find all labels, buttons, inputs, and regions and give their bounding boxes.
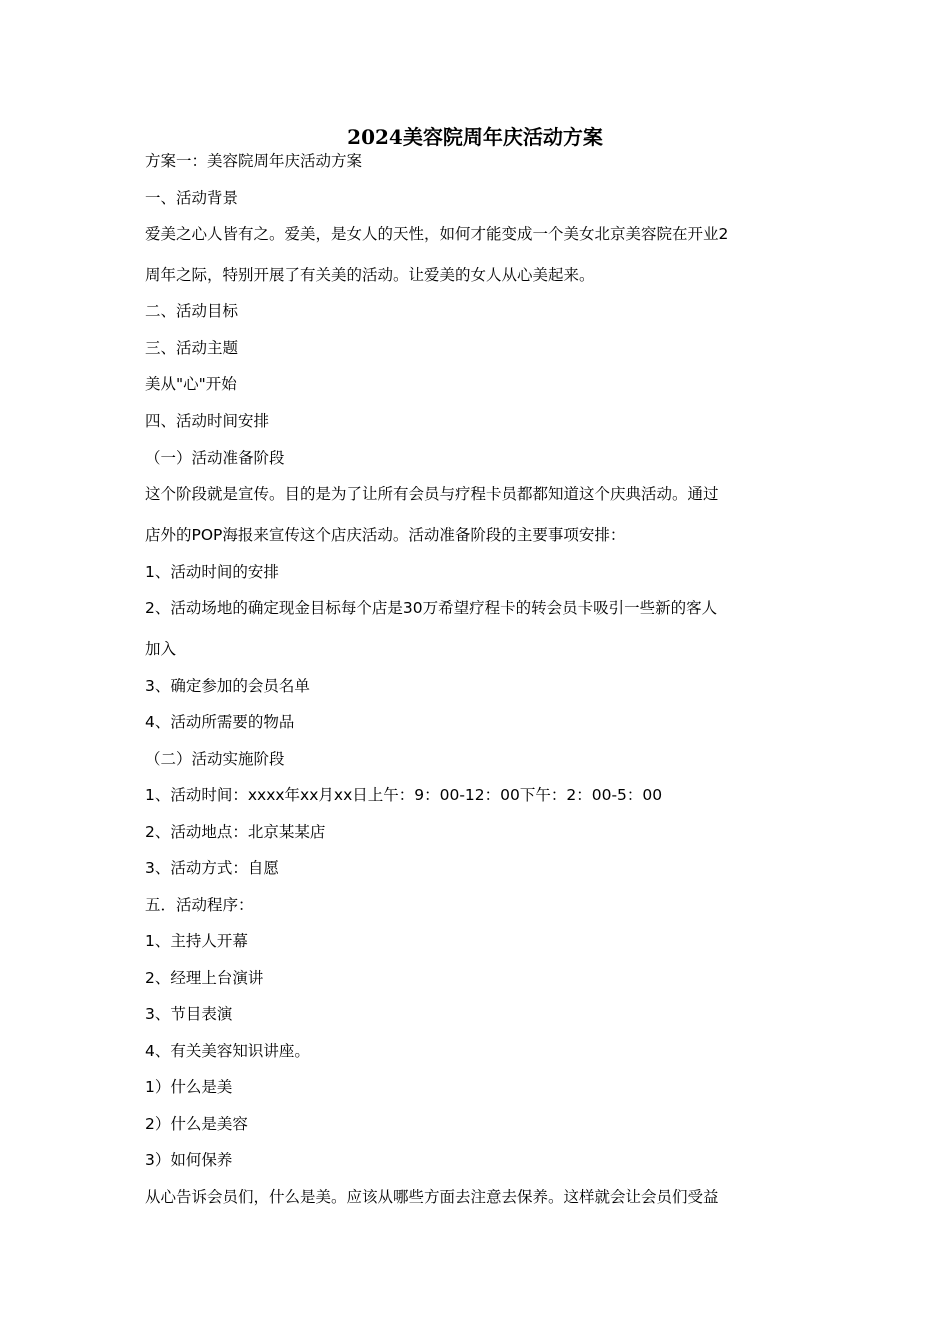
paragraph-line: 爱美之心人皆有之。爱美，是女人的天性，如何才能变成一个美女北京美容院在开业2 <box>145 225 729 243</box>
list-item: 1、主持人开幕 <box>145 932 248 950</box>
list-item: 2、活动场地的确定现金目标每个店是30万希望疗程卡的转会员卡吸引一些新的客人 <box>145 599 718 617</box>
section-heading: 四、活动时间安排 <box>145 412 270 430</box>
list-item: 3）如何保养 <box>145 1151 233 1169</box>
section-heading: 五．活动程序： <box>145 896 254 914</box>
list-item: 加入 <box>145 640 177 658</box>
paragraph-line: 周年之际，特别开展了有关美的活动。让爱美的女人从心美起来。 <box>145 266 595 284</box>
paragraph-line: 店外的POP海报来宣传这个店庆活动。活动准备阶段的主要事项安排： <box>145 526 626 544</box>
list-item: 4、活动所需要的物品 <box>145 713 295 731</box>
document-title: 2024美容院周年庆活动方案 <box>347 125 603 149</box>
list-item: 2）什么是美容 <box>145 1115 248 1133</box>
list-item: 2、活动地点：北京某某店 <box>145 823 326 841</box>
list-item: 1、活动时间：xxxx年xx月xx日上午：9：00-12：00下午：2：00-5：00 <box>145 786 663 804</box>
scheme-heading: 方案一：美容院周年庆活动方案 <box>145 152 363 170</box>
list-item: 4、有关美容知识讲座。 <box>145 1042 310 1060</box>
section-heading: 一、活动背景 <box>145 189 239 207</box>
subsection-heading: （二）活动实施阶段 <box>145 750 285 768</box>
list-item: 3、确定参加的会员名单 <box>145 677 310 695</box>
paragraph-line: 美从"心"开始 <box>145 375 237 393</box>
paragraph-line: 这个阶段就是宣传。目的是为了让所有会员与疗程卡员都都知道这个庆典活动。通过 <box>145 485 719 503</box>
paragraph-line: 从心告诉会员们，什么是美。应该从哪些方面去注意去保养。这样就会让会员们受益 <box>145 1188 719 1206</box>
section-heading: 三、活动主题 <box>145 339 239 357</box>
subsection-heading: （一）活动准备阶段 <box>145 449 285 467</box>
list-item: 1）什么是美 <box>145 1078 233 1096</box>
list-item: 1、活动时间的安排 <box>145 563 279 581</box>
list-item: 2、经理上台演讲 <box>145 969 264 987</box>
section-heading: 二、活动目标 <box>145 302 239 320</box>
list-item: 3、节目表演 <box>145 1005 233 1023</box>
list-item: 3、活动方式：自愿 <box>145 859 279 877</box>
